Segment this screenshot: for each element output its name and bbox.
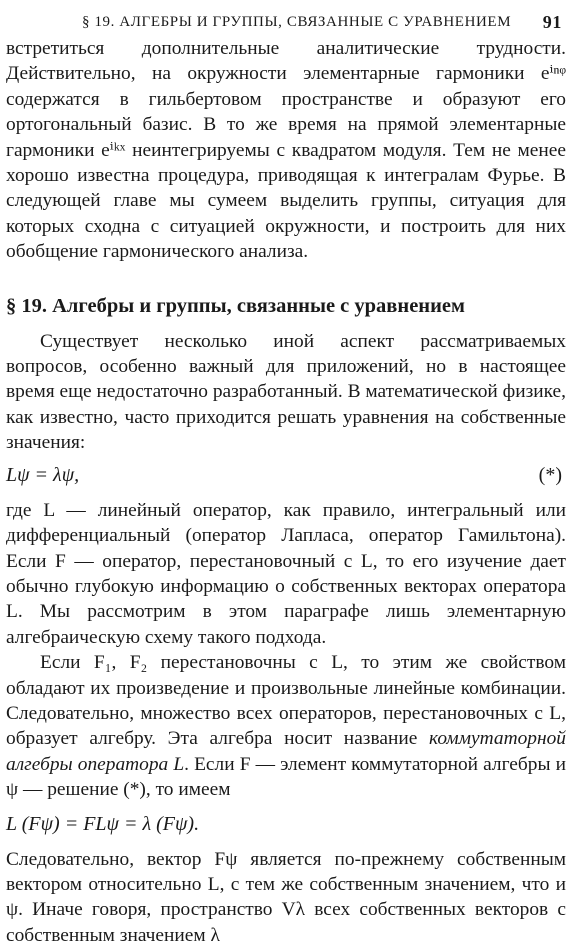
paragraph-commutator-before: Если F₁, F₂ перестановочны с L, то этим же свойством обладают их произведение и произвольные линейные комбинации. Следовательно, множество всех операторов, перестановочных с L, образует алгебру. Эта алгебра носит название [6,652,566,750]
page-number: 91 [542,12,562,32]
equation-eigen [6,462,566,488]
section-heading: § 19. Алгебры и группы, связанные с уравнением [6,294,465,317]
page-body [6,36,566,948]
running-title: § 19. АЛГЕБРЫ И ГРУППЫ, СВЯЗАННЫЕ С УРАВНЕНИЕМ [82,14,512,30]
running-head [6,12,566,36]
paragraph-eigenspace: Следовательно, вектор Fψ является по-прежнему собственным вектором относительно L, с тем же собственным значением, что и ψ. Иначе говоря, пространство Vλ всех собственных векторов с собственным значением λ [6,848,566,946]
paragraph-continued: встретиться дополнительные аналитические трудности. Действительно, на окружности элементарные гармоники eⁱⁿᵠ содержатся в гильбертовом пространстве и образуют его ортогональный базис. В то же время на прямой элементарные гармоники eⁱᵏˣ неинтегрируемы с квадратом модуля. Тем не менее хорошо известна процедура, приводящая к интегралам Фурье. В следующей главе мы сумеем выделить группы, ситуация для которых сходна с ситуацией окружности, и построить для них обобщение гармонического анализа. [6,38,566,263]
paragraph-operator: где L — линейный оператор, как правило, интегральный или дифференциальный (оператор Лапласа, оператор Гамильтона). Если F — оператор, перестановочный с L, то его изучение дает обычно глубокую информацию о собственных векторах оператора L. Мы рассмотрим в этом параграфе лишь элементарную алгебраическую схему такого подхода. [6,499,566,648]
book-page [6,12,566,948]
paragraph-intro: Существует несколько иной аспект рассматриваемых вопросов, особенно важный для приложений, но в настоящее время еще недостаточно разработанный. В математической физике, как известно, часто приходится решать уравнения на собственные значения: [6,330,566,454]
equation-tag: (*) [538,463,562,486]
equation-expression: Lψ = λψ, [6,463,80,486]
paragraph-commutator [6,650,566,802]
term-commutator-algebra: коммутаторной алгебры оператора L [6,728,566,775]
paragraph-commutator-after: . Если F — элемент коммутаторной алгебры и ψ — решение (*), то имеем [6,753,566,801]
equation-commutation: L (Fψ) = FLψ = λ (Fψ). [6,812,200,835]
